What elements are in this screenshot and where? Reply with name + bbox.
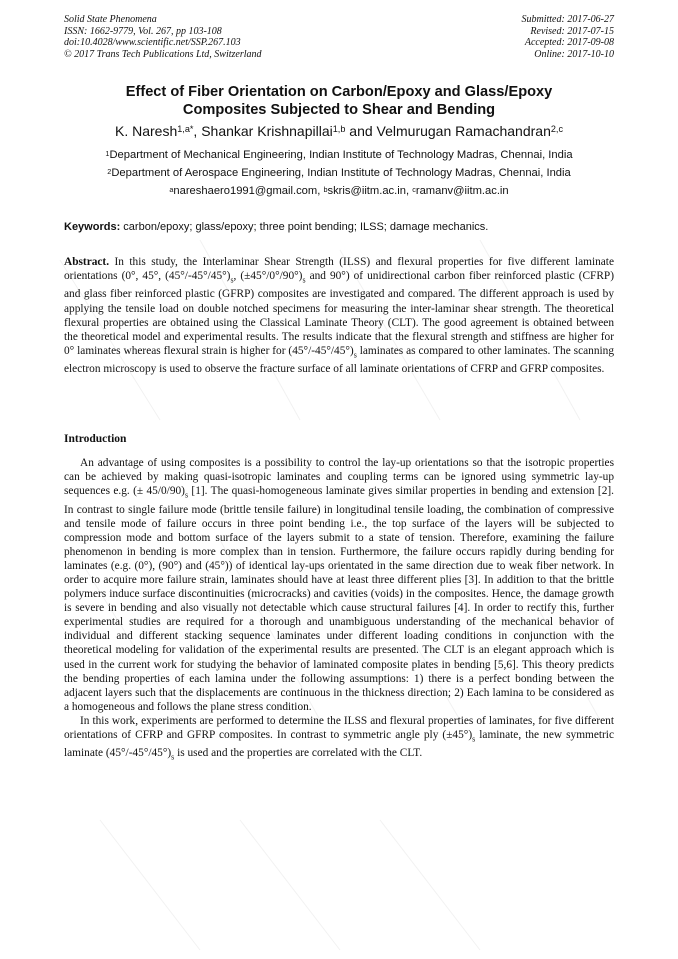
journal-header-left <box>64 14 262 60</box>
date-revised: Revised: 2017-07-15 <box>530 25 614 37</box>
paper-title <box>64 83 614 119</box>
journal-doi: doi:10.4028/www.scientific.net/SSP.267.103 <box>64 37 241 48</box>
intro-p2-text-b: laminate, the new symmetric laminate (45°/-45°/45°) <box>64 729 614 760</box>
introduction-paragraph-1 <box>64 456 614 714</box>
abstract-text-1: In this study, the Interlaminar Shear Strength (ILSS) and flexural properties for five different laminate orientations (0°, 45°, (45°/-45°/45°) <box>64 256 614 283</box>
author-list <box>64 122 614 140</box>
affiliation-2 <box>64 166 614 180</box>
intro-p1-sub: s <box>184 490 189 500</box>
date-submitted: Submitted: 2017-06-27 <box>521 14 614 25</box>
abstract-text-3: and 90°) of unidirectional carbon fiber reinforced plastic (CFRP) and glass fiber reinforced plastic (GFRP) composites are investigated and compared. The different approach is used by applying the tensile load on double notched specimens for measuring the inter-laminar shear strength. The theoretical flexural properties are obtained using the Classical Laminate Theory (CLT). The good agreement is obtained between the theoretical model and experimental results. The results indicate that the flexural strength and stiffness are higher for 0° laminates whereas flexural strain is higher for (45°/-45°/45°) <box>64 270 614 357</box>
introduction-body <box>64 456 614 765</box>
abstract-text-2: , (±45°/0°/90°) <box>233 270 303 283</box>
email-c: ramanv@iitm.ac.in <box>415 185 509 197</box>
title-line-2: Composites Subjected to Shear and Bending <box>182 102 496 118</box>
affiliation-2-text: Department of Aerospace Engineering, Indian Institute of Technology Madras, Chennai, India <box>111 167 571 179</box>
author-2: Shankar Krishnapillai <box>201 123 333 139</box>
intro-p2-text-a: In this work, experiments are performed to determine the ILSS and flexural properties of laminates, for five different orientations of CFRP and GFRP composites. In contrast to symmetric angle ply (±45°) <box>64 714 614 742</box>
journal-issn: ISSN: 1662-9779, Vol. 267, pp 103-108 <box>64 25 222 37</box>
affiliation-1 <box>64 148 614 162</box>
introduction-paragraph-2 <box>64 714 614 765</box>
email-c-sup: c <box>412 184 416 194</box>
email-a-sup: a <box>169 184 174 194</box>
intro-p2-sub-2: s <box>171 752 175 762</box>
email-a: nareshaero1991@gmail.com, <box>173 185 324 197</box>
author-1-sup: 1,a* <box>177 124 194 135</box>
abstract-label: Abstract. <box>64 256 110 268</box>
keywords <box>64 220 614 234</box>
abstract <box>64 255 614 376</box>
section-heading-introduction: Introduction <box>64 433 127 445</box>
affiliation-1-sup: 1 <box>105 148 110 158</box>
author-2-sup: 1,b <box>332 124 346 135</box>
abstract-sub-2: s <box>302 275 306 285</box>
keywords-text: carbon/epoxy; glass/epoxy; three point bending; ILSS; damage mechanics. <box>120 221 489 233</box>
keywords-label: Keywords: <box>64 221 121 233</box>
email-b-sup: b <box>323 184 328 194</box>
affiliation-1-text: Department of Mechanical Engineering, Indian Institute of Technology Madras, Chennai, India <box>109 149 573 161</box>
email-b: skris@iitm.ac.in, <box>327 185 413 197</box>
author-emails <box>64 184 614 198</box>
intro-p1-text-a: An advantage of using composites is a possibility to control the lay-up orientations so that the isotropic properties can be achieved by making quasi-isotropic laminates and coupling terms can be ignored using symmetric lay-up sequences e.g. (± 45/0/90) <box>64 457 614 498</box>
abstract-sub-3: s <box>353 350 357 360</box>
journal-copyright: © 2017 Trans Tech Publications Ltd, Switzerland <box>64 48 262 60</box>
title-line-1: Effect of Fiber Orientation on Carbon/Epoxy and Glass/Epoxy <box>125 84 553 100</box>
author-sep-1: , <box>193 123 202 139</box>
abstract-text-4: laminates as compared to other laminates. The scanning electron microscopy is used to observe the fracture surface of all laminate orientations of CFRP and GFRP composites. <box>64 344 614 376</box>
date-accepted: Accepted: 2017-09-08 <box>524 37 614 48</box>
date-online: Online: 2017-10-10 <box>534 48 614 60</box>
affiliation-2-sup: 2 <box>107 166 112 176</box>
abstract-sub-1: s <box>230 275 234 285</box>
author-1: K. Naresh <box>114 123 178 139</box>
intro-p2-sub-1: s <box>472 734 476 744</box>
journal-name: Solid State Phenomena <box>64 14 157 25</box>
author-sep-2: and <box>345 123 377 139</box>
intro-p2-text-c: is used and the properties are correlated with the CLT. <box>174 747 423 760</box>
author-3-sup: 2,c <box>550 124 564 135</box>
intro-p1-text-b: [1]. The quasi-homogeneous laminate gives similar properties in bending and extension [2]. In contrast to single failure mode (brittle tensile failure) in longitudinal tensile loading, the combination of compressive and tensile mode of failure occurs in three point bending i.e., the top surface of the layers will be subjected to compression mode and bottom surface of the layers submit to a state of tension. Therefore, examining the failure phenomenon in bending is more complex than in tension. Furthermore, the failure occurs rapidly during bending for laminates (e.g. (0°), (90°) and (45°)) of identical lay-ups orientated in the same direction due to weak fiber network. In order to acquire more failure strain, laminates should have at least three different plies [3]. In addition to that the brittle polymers induce surface discontinuities (microcracks) and cavities (voids) in the composites. Hence, the damage growth is severe in bending and also visually not detectable which cause structural failures [4]. In order to rectify this, further experimental studies are required for a thorough and unambiguous understanding of the mechanical behavior of individual and different stacking sequence laminates under different loading conditions in conjunction with the theoretical modeling for validation of the experimental results are presented. The CLT is an elegant approach which is used in the current work for studying the behavior of laminated composite plates in bending [5,6]. This theory predicts the bending properties of each lamina under the following assumptions: 1) there is a perfect bonding between the adjacent layers such that the displacements are continuous in the thickness direction; 2) Each lamina to be considered as a homogeneous and follows the plane stress condition. <box>64 485 614 713</box>
author-3: Velmurugan Ramachandran <box>376 123 551 139</box>
journal-header-right <box>522 14 615 60</box>
